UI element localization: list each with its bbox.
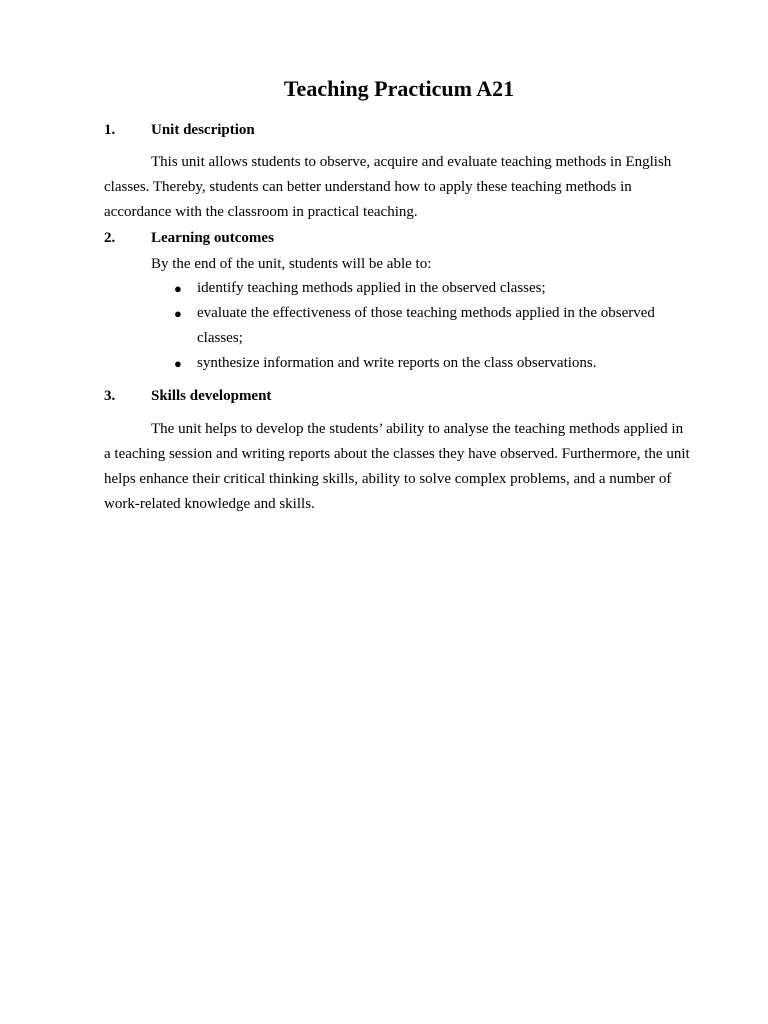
list-item-text: evaluate the effectiveness of those teaching methods applied in the observed classes;	[197, 305, 655, 346]
section-heading-unit-description	[104, 120, 694, 140]
list-item	[174, 351, 684, 376]
section-number: 2.	[104, 230, 116, 246]
section-title: Learning outcomes	[151, 230, 274, 246]
learning-outcomes-intro: By the end of the unit, students will be able to:	[151, 256, 432, 272]
section-number: 1.	[104, 122, 116, 138]
list-item-text: identify teaching methods applied in the observed classes;	[197, 280, 546, 296]
section-heading-learning-outcomes	[104, 228, 694, 248]
bullet-icon: ●	[174, 306, 182, 321]
learning-outcomes-list	[174, 276, 684, 376]
bullet-icon: ●	[174, 356, 182, 371]
list-item	[174, 301, 684, 351]
skills-development-paragraph: The unit helps to develop the students’ ability to analyse the teaching methods applied in a teaching session and writing reports about the classes they have observed. Furthermore, the unit helps enhance their critical thinking skills, ability to solve complex problems, and a number of work-related knowledge and skills.	[104, 421, 690, 512]
section-title: Skills development	[151, 388, 272, 404]
bullet-icon: ●	[174, 281, 182, 296]
section-number: 3.	[104, 388, 116, 404]
section-title: Unit description	[151, 122, 255, 138]
document-title: Teaching Practicum A21	[283, 76, 515, 101]
unit-description-paragraph: This unit allows students to observe, acquire and evaluate teaching methods in English classes. Thereby, students can better understand how to apply these teaching methods in accordance with the classroom in practical teaching.	[104, 154, 672, 220]
list-item-text: synthesize information and write reports on the class observations.	[197, 355, 597, 371]
section-heading-skills-development	[104, 386, 694, 406]
list-item	[174, 276, 684, 301]
